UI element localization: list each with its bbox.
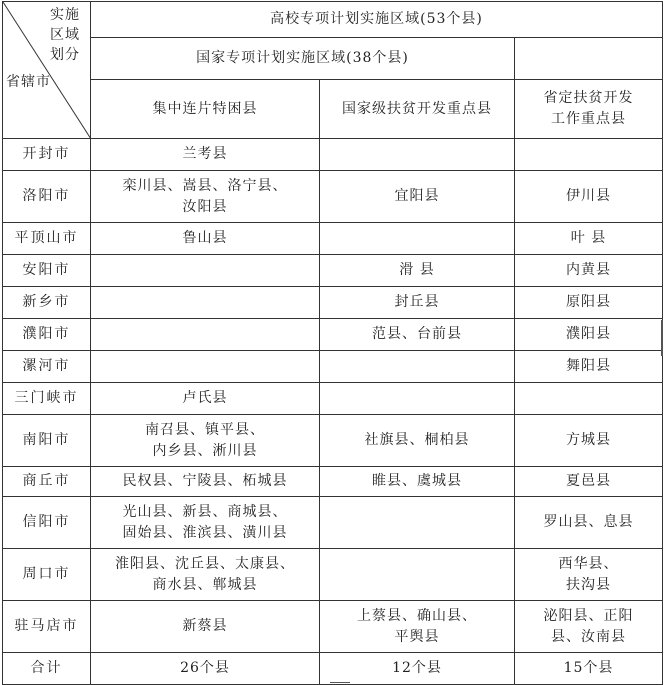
county-cell-c1 bbox=[91, 351, 320, 383]
county-cell-c2 bbox=[320, 497, 515, 549]
county-text: 12个县 bbox=[392, 660, 442, 676]
county-cell-c1 bbox=[91, 653, 320, 685]
county-cell-c1 bbox=[91, 601, 320, 653]
corner-header-cell bbox=[3, 2, 91, 139]
county-cell-c3 bbox=[515, 415, 663, 467]
county-text: 上蔡县、确山县、 bbox=[357, 607, 477, 624]
city-cell: 漯河市 bbox=[3, 351, 91, 383]
county-text: 南召县、镇平县、 bbox=[145, 421, 265, 438]
county-cell-c2 bbox=[320, 255, 515, 287]
county-text: 睢县、虞城县 bbox=[372, 473, 462, 489]
county-text: 方城县 bbox=[566, 432, 611, 448]
county-text: 固始县、淮滨县、潢川县 bbox=[122, 524, 288, 541]
city-cell: 三门峡市 bbox=[3, 383, 91, 415]
county-text: 栾川县、嵩县、洛宁县、 bbox=[122, 177, 288, 194]
county-cell-c3 bbox=[515, 549, 663, 601]
city-cell: 商丘市 bbox=[3, 467, 91, 497]
county-cell-c2 bbox=[320, 383, 515, 415]
city-cell: 濮阳市 bbox=[3, 319, 91, 351]
county-cell-c1 bbox=[91, 287, 320, 319]
county-cell-c2 bbox=[320, 171, 515, 223]
county-text: 兰考县 bbox=[182, 146, 228, 162]
county-text: 鲁山县 bbox=[182, 230, 228, 246]
city-cell: 周口市 bbox=[3, 549, 91, 601]
corner-label-region: 实施 区域 划分 bbox=[50, 7, 80, 63]
page-bottom-mark bbox=[330, 682, 350, 683]
county-cell-c3 bbox=[515, 383, 663, 415]
county-text: 舞阳县 bbox=[566, 358, 611, 374]
table-row bbox=[3, 139, 663, 171]
county-cell-c1 bbox=[91, 467, 320, 497]
county-cell-c1 bbox=[91, 383, 320, 415]
table-row bbox=[3, 223, 663, 255]
county-cell-c2 bbox=[320, 319, 515, 351]
county-text: 民权县、宁陵县、柘城县 bbox=[122, 473, 288, 489]
table-row bbox=[3, 467, 663, 497]
county-table bbox=[2, 1, 663, 685]
county-text: 社旗县、桐柏县 bbox=[364, 432, 470, 448]
county-text: 光山县、新县、商城县、 bbox=[122, 503, 288, 520]
table-row bbox=[3, 383, 663, 415]
county-text: 扶沟县 bbox=[566, 576, 611, 593]
table-row bbox=[3, 171, 663, 223]
city-cell: 信阳市 bbox=[3, 497, 91, 549]
city-cell: 安阳市 bbox=[3, 255, 91, 287]
county-cell-c3 bbox=[515, 351, 663, 383]
national-title-cell: 国家专项计划实施区域(38个县) bbox=[91, 38, 515, 80]
city-cell: 开封市 bbox=[3, 139, 91, 171]
page-edge-mark bbox=[661, 320, 663, 356]
table-row bbox=[3, 415, 663, 467]
county-text: 县、汝南县 bbox=[551, 628, 626, 645]
county-text: 宜阳县 bbox=[394, 188, 440, 204]
table-row bbox=[3, 351, 663, 383]
table-row bbox=[3, 287, 663, 319]
table-row bbox=[3, 319, 663, 351]
top-title-cell: 高校专项计划实施区域(53个县) bbox=[91, 2, 663, 38]
city-cell: 洛阳市 bbox=[3, 171, 91, 223]
county-text: 内乡县、淅川县 bbox=[152, 442, 258, 459]
county-cell-c3 bbox=[515, 653, 663, 685]
county-cell-c2 bbox=[320, 139, 515, 171]
county-text: 罗山县、息县 bbox=[543, 514, 634, 530]
corner-label-city: 省辖市 bbox=[6, 74, 51, 90]
county-cell-c1 bbox=[91, 497, 320, 549]
col-header-contiguous: 集中连片特困县 bbox=[91, 80, 320, 139]
table-row bbox=[3, 653, 663, 685]
county-cell-c2 bbox=[320, 601, 515, 653]
county-text: 汝阳县 bbox=[182, 198, 228, 215]
city-cell: 南阳市 bbox=[3, 415, 91, 467]
county-text: 26个县 bbox=[180, 660, 230, 676]
county-cell-c1 bbox=[91, 255, 320, 287]
county-cell-c3 bbox=[515, 255, 663, 287]
county-cell-c1 bbox=[91, 549, 320, 601]
county-text: 15个县 bbox=[563, 660, 614, 676]
county-cell-c3 bbox=[515, 497, 663, 549]
county-cell-c3 bbox=[515, 171, 663, 223]
county-text: 伊川县 bbox=[566, 188, 611, 204]
county-cell-c2 bbox=[320, 223, 515, 255]
col-header-provincial-key: 省定扶贫开发 工作重点县 bbox=[515, 80, 663, 139]
county-cell-c3 bbox=[515, 139, 663, 171]
county-cell-c2 bbox=[320, 287, 515, 319]
county-cell-c1 bbox=[91, 415, 320, 467]
county-text: 卢氏县 bbox=[182, 390, 228, 406]
county-text: 濮阳县 bbox=[566, 326, 611, 342]
county-text: 夏邑县 bbox=[566, 473, 611, 489]
city-cell: 平顶山市 bbox=[3, 223, 91, 255]
county-cell-c2 bbox=[320, 415, 515, 467]
county-text: 新蔡县 bbox=[182, 618, 228, 634]
city-cell: 驻马店市 bbox=[3, 601, 91, 653]
county-text: 滑 县 bbox=[399, 262, 435, 278]
county-cell-c1 bbox=[91, 139, 320, 171]
county-cell-c3 bbox=[515, 287, 663, 319]
county-cell-c1 bbox=[91, 171, 320, 223]
county-cell-c2 bbox=[320, 351, 515, 383]
table-row bbox=[3, 549, 663, 601]
county-text: 内黄县 bbox=[566, 262, 611, 278]
county-text: 叶 县 bbox=[570, 230, 607, 246]
county-cell-c3 bbox=[515, 319, 663, 351]
county-cell-c1 bbox=[91, 223, 320, 255]
county-cell-c3 bbox=[515, 467, 663, 497]
county-text: 原阳县 bbox=[566, 294, 611, 310]
empty-header-cell bbox=[515, 38, 663, 80]
city-cell: 新乡市 bbox=[3, 287, 91, 319]
county-cell-c2 bbox=[320, 549, 515, 601]
county-text: 封丘县 bbox=[394, 294, 440, 310]
county-text: 泌阳县、正阳 bbox=[543, 607, 634, 624]
county-text: 平舆县 bbox=[394, 628, 440, 645]
county-text: 淮阳县、沈丘县、太康县、 bbox=[115, 555, 295, 572]
county-cell-c2 bbox=[320, 467, 515, 497]
county-cell-c1 bbox=[91, 319, 320, 351]
col-header-national-key: 国家级扶贫开发重点县 bbox=[320, 80, 515, 139]
county-text: 西华县、 bbox=[558, 555, 619, 572]
table-row bbox=[3, 255, 663, 287]
county-text: 商水县、郸城县 bbox=[152, 576, 258, 593]
county-cell-c3 bbox=[515, 223, 663, 255]
city-cell: 合计 bbox=[3, 653, 91, 685]
county-text: 范县、台前县 bbox=[372, 326, 462, 342]
table-row bbox=[3, 601, 663, 653]
county-cell-c2 bbox=[320, 653, 515, 685]
county-cell-c3 bbox=[515, 601, 663, 653]
table-row bbox=[3, 497, 663, 549]
